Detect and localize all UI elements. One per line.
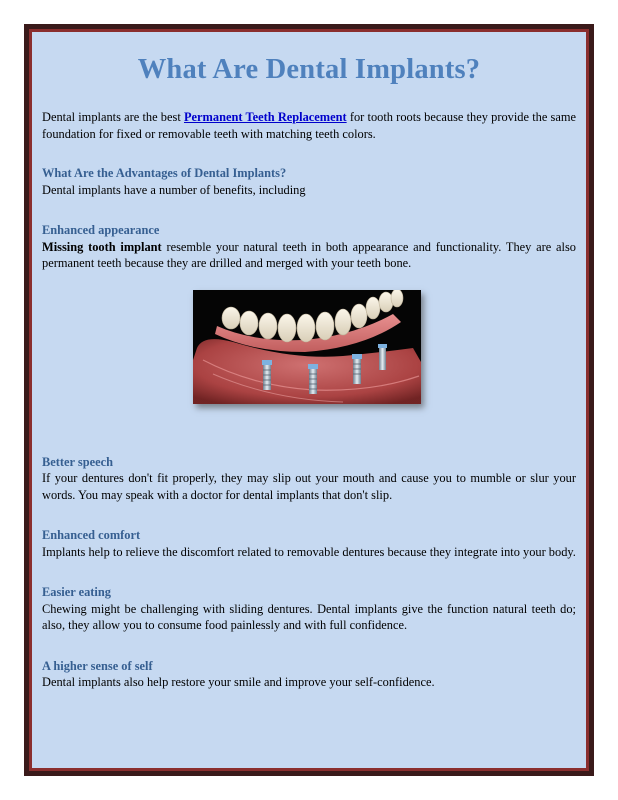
self-text: Dental implants also help restore your smile and improve your self-confidence. <box>42 675 435 689</box>
dental-implant-image <box>193 290 421 404</box>
speech-heading: Better speech <box>42 454 113 469</box>
eating-heading: Easier eating <box>42 585 111 599</box>
missing-tooth-implant-bold: Missing tooth implant <box>42 239 162 254</box>
speech-text: If your dentures don't fit properly, they may slip out your mouth and cause you to mumble or slur your words. You may speak with a doctor for dental implants that don't slip. <box>42 471 576 502</box>
advantages-text: Dental implants have a number of benefits, including <box>42 182 306 197</box>
page-border-outer <box>24 24 594 776</box>
dental-implant-illustration <box>193 290 421 404</box>
advantages-heading: What Are the Advantages of Dental Implants? <box>42 166 287 180</box>
intro-paragraph <box>42 109 576 142</box>
appearance-paragraph <box>42 239 576 272</box>
page-title: What Are Dental Implants? <box>137 54 481 85</box>
appearance-heading: Enhanced appearance <box>42 223 160 237</box>
comfort-heading: Enhanced comfort <box>42 528 141 542</box>
page-content <box>32 32 586 768</box>
intro-text-before: Dental implants are the best <box>42 110 184 124</box>
page-border-inner <box>29 29 589 771</box>
permanent-teeth-replacement-link[interactable]: Permanent Teeth Replacement <box>183 110 347 124</box>
appearance-text: resemble your natural teeth in both appearance and functionality. They are also permanent teeth because they are drilled and merged with your teeth bone. <box>42 239 576 270</box>
self-heading: A higher sense of self <box>42 658 153 673</box>
intro-text-after: for tooth roots because they provide the same foundation for fixed or removable teeth with matching teeth colors. <box>42 110 577 141</box>
comfort-text: Implants help to relieve the discomfort related to removable dentures because they integrate into your body. <box>42 544 576 559</box>
eating-text: Chewing might be challenging with sliding dentures. Dental implants give the function natural teeth do; also, they allow you to consume food painlessly and with full confidence. <box>42 601 576 632</box>
